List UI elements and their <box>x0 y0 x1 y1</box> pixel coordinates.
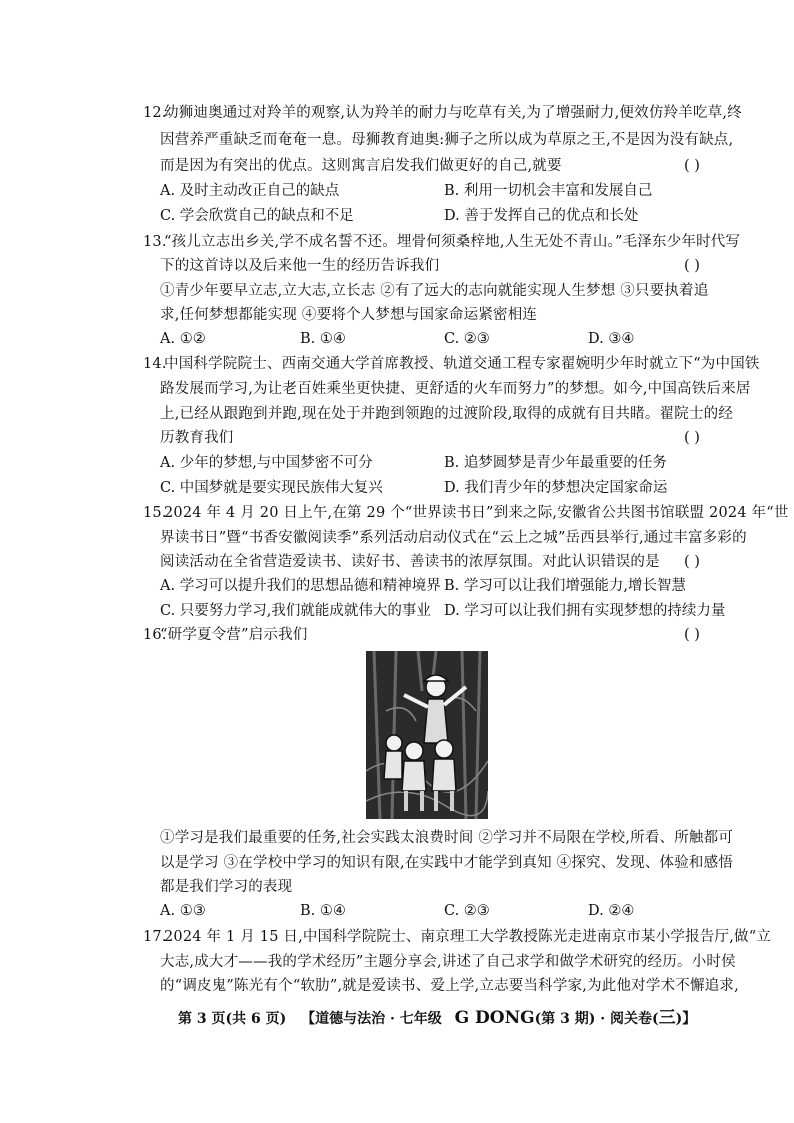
q12-option-b: B. 利用一切机会丰富和发展自己 <box>444 183 653 199</box>
q13-line-2: 下的这首诗以及后来他一生的经历告诉我们 <box>160 258 440 274</box>
q14-number: 14. <box>143 356 167 372</box>
q17-number: 17. <box>143 929 167 945</box>
q17-line-1: 2024 年 1 月 15 日,中国科学院院士、南京理工大学教授陈光走进南京市某小学报告厅,做“立 <box>164 929 772 945</box>
q13-statement-1: ①青少年要早立志,立大志,立长志 ②有了远大的志向就能实现人生梦想 ③只要执着追 <box>160 283 709 299</box>
q15-option-a: A. 学习可以提升我们的思想品德和精神境界 <box>160 578 441 594</box>
q12-option-d: D. 善于发挥自己的优点和长处 <box>444 208 639 224</box>
q16-number: 16. <box>143 627 167 643</box>
q16-line-1: “研学夏令营”启示我们 <box>160 627 308 643</box>
q13-option-b: B. ①④ <box>300 331 346 347</box>
q15-option-b: B. 学习可以让我们增强能力,增长智慧 <box>444 578 686 594</box>
q14-answer-paren: ( ) <box>684 430 700 446</box>
q16-option-d: D. ②④ <box>588 903 635 919</box>
q17-line-3: 的“调皮鬼”陈光有个“软肋”,就是爱读书、爱上学,立志要当科学家,为此他对学术不懈追求, <box>160 978 739 994</box>
q16-statement-1: ①学习是我们最重要的任务,社会实践太浪费时间 ②学习并不局限在学校,所看、所触都可 <box>160 830 734 846</box>
footer-brand: G DONG <box>454 1008 535 1028</box>
page-footer <box>178 1003 696 1028</box>
q15-answer-paren: ( ) <box>684 554 700 570</box>
q16-option-a: A. ①③ <box>160 903 206 919</box>
q12-number: 12. <box>143 105 167 121</box>
q13-line-1: “孩儿立志出乡关,学不成名誓不还。埋骨何须桑梓地,人生无处不青山。”毛泽东少年时代写 <box>164 234 741 250</box>
q12-line-2: 因营养严重缺乏而奄奄一息。母狮教育迪奥:狮子之所以成为草原之王,不是因为没有缺点, <box>160 132 734 148</box>
q14-option-c: C. 中国梦就是要实现民族伟大复兴 <box>160 480 383 496</box>
q14-option-d: D. 我们青少年的梦想决定国家命运 <box>444 480 668 496</box>
q13-number: 13. <box>143 234 167 250</box>
q12-line-1: 幼狮迪奥通过对羚羊的观察,认为羚羊的耐力与吃草有关,为了增强耐力,便效仿羚羊吃草,终 <box>164 105 742 121</box>
footer-page-number: 第 3 页(共 6 页) <box>178 1011 287 1027</box>
q12-option-a: A. 及时主动改正自己的缺点 <box>160 183 340 199</box>
q13-answer-paren: ( ) <box>684 258 700 274</box>
q14-option-b: B. 追梦圆梦是青少年最重要的任务 <box>444 455 667 471</box>
q16-statement-2: 以是学习 ③在学校中学习的知识有限,在实践中才能学到真知 ④探究、发现、体验和感悟 <box>160 855 734 871</box>
footer-close: )】 <box>675 1011 697 1027</box>
footer-numeral: 三 <box>658 1008 676 1028</box>
q15-option-c: C. 只要努力学习,我们就能成就伟大的事业 <box>160 603 431 619</box>
q12-option-c: C. 学会欣赏自己的缺点和不足 <box>160 208 354 224</box>
study-camp-illustration <box>366 651 488 819</box>
q14-option-a: A. 少年的梦想,与中国梦密不可分 <box>160 455 373 471</box>
q15-line-1: 2024 年 4 月 20 日上午,在第 29 个“世界读书日”到来之际,安徽省公共图书馆联盟 2024 年“世 <box>164 505 789 521</box>
q15-number: 15. <box>143 505 167 521</box>
q17-line-2: 大志,成大才——我的学术经历”主题分享会,讲述了自己求学和做学术研究的经历。小时侯 <box>160 954 736 970</box>
q13-statement-2: 求,任何梦想都能实现 ④要将个人梦想与国家命运紧密相连 <box>160 307 538 323</box>
q13-option-d: D. ③④ <box>588 331 635 347</box>
q13-option-a: A. ①② <box>160 331 206 347</box>
q13-option-c: C. ②③ <box>444 331 490 347</box>
q15-option-d: D. 学习可以让我们拥有实现梦想的持续力量 <box>444 603 726 619</box>
q16-statement-3: 都是我们学习的表现 <box>160 879 293 895</box>
q16-option-b: B. ①④ <box>300 903 346 919</box>
q16-option-c: C. ②③ <box>444 903 490 919</box>
footer-issue: (第 3 期) · 阅关卷( <box>534 1011 659 1027</box>
q15-line-2: 界读书日”暨“书香安徽阅读季”系列活动启动仪式在“云上之城”岳西县举行,通过丰富多彩的 <box>160 530 747 546</box>
q15-line-3: 阅读活动在全省营造爱读书、读好书、善读书的浓厚氛围。对此认识错误的是 <box>160 554 660 570</box>
q14-line-1: 中国科学院院士、西南交通大学首席教授、轨道交通工程专家翟婉明少年时就立下“为中国铁 <box>164 356 760 372</box>
q12-answer-paren: ( ) <box>684 158 700 174</box>
q14-line-2: 路发展而学习,为让老百姓乘坐更快捷、更舒适的火车而努力”的梦想。如今,中国高铁后来居 <box>160 381 751 397</box>
q14-line-4: 历教育我们 <box>160 430 234 446</box>
q12-line-3: 而是因为有突出的优点。这则寓言启发我们做更好的自己,就要 <box>160 158 562 174</box>
q14-line-3: 上,已经从跟跑到并跑,现在处于并跑到领跑的过渡阶段,取得的成就有目共睹。翟院士的经 <box>160 406 734 422</box>
footer-title: 【道德与法治 · 七年级 <box>301 1011 442 1027</box>
q16-answer-paren: ( ) <box>684 627 700 643</box>
